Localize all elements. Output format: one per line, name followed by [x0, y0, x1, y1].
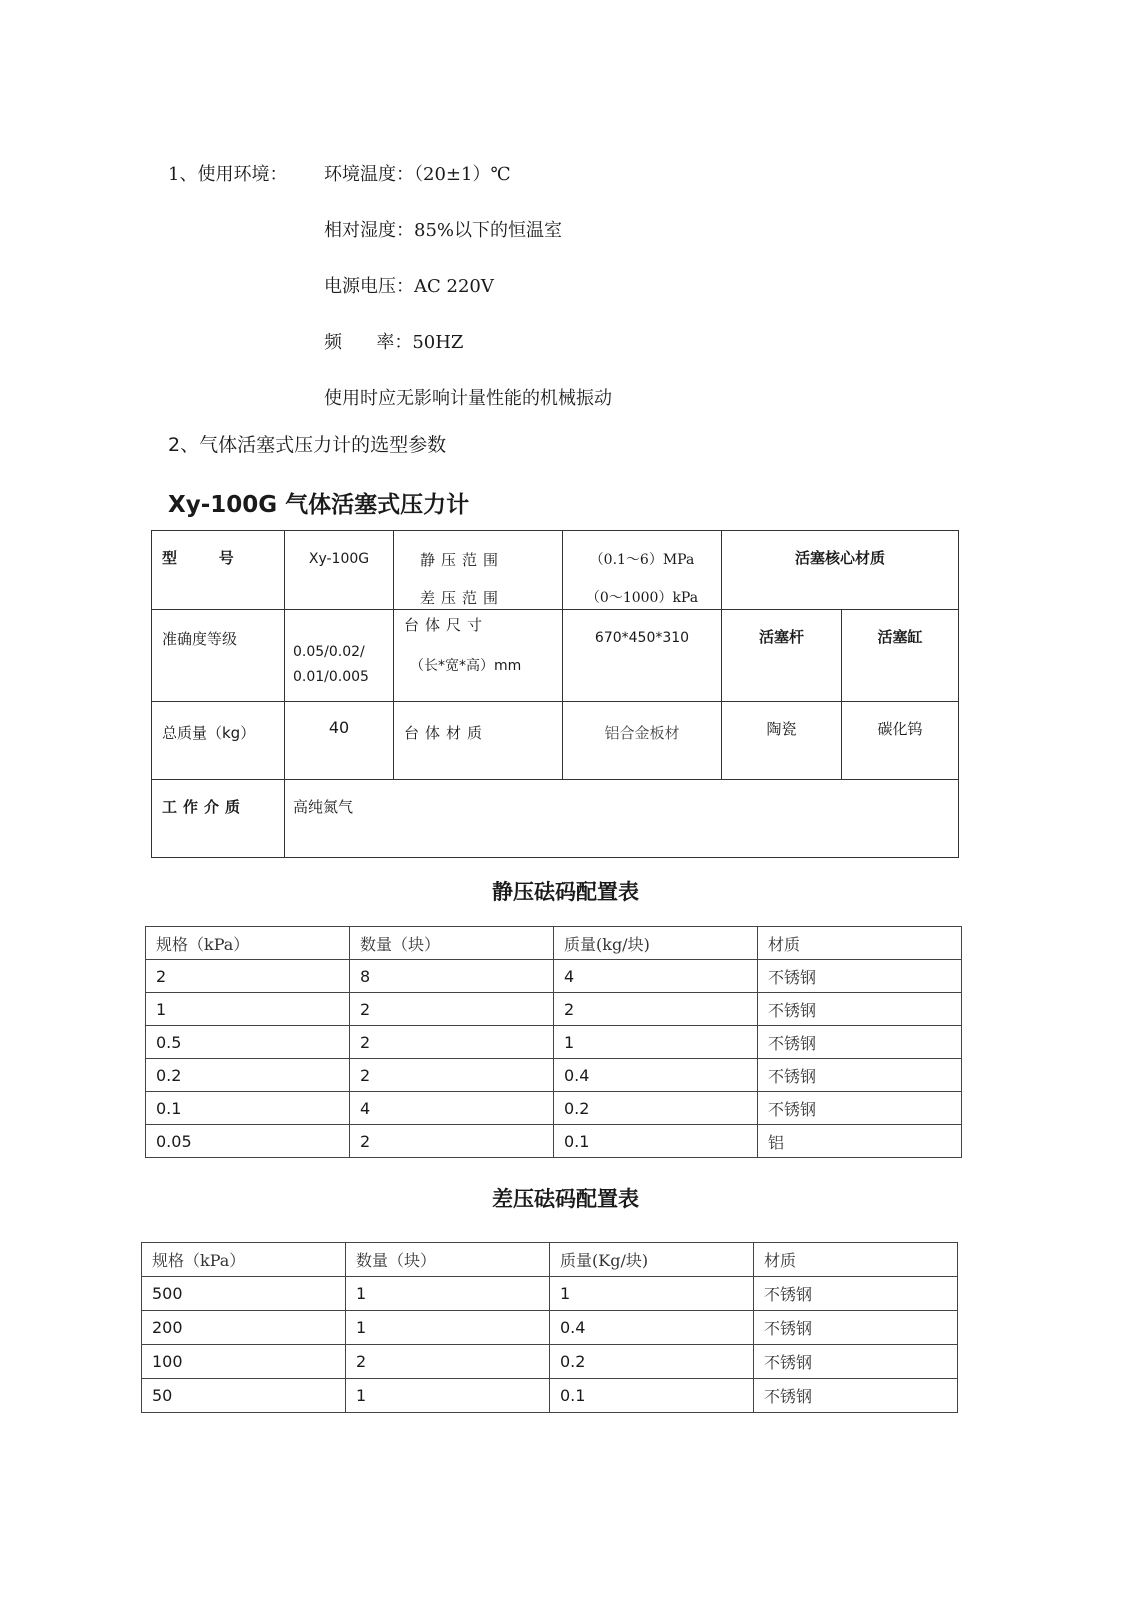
diff-weights-table	[141, 1242, 958, 1413]
piston-rod-label: 活塞杆	[758, 628, 804, 646]
table-row	[142, 1311, 958, 1345]
piston-rod-label-cell	[722, 610, 842, 702]
total-mass-value: 40	[328, 718, 350, 737]
table-cell: 2	[554, 993, 758, 1026]
static-range-label: 静压范围	[420, 551, 505, 569]
accuracy-value-cell	[285, 610, 394, 702]
section-2-heading: 2、气体活塞式压力计的选型参数	[168, 434, 447, 456]
table-cell: 8	[350, 960, 554, 993]
column-header: 数量（块）	[350, 927, 554, 960]
table-cell: 50	[142, 1379, 346, 1413]
table-row	[142, 1345, 958, 1379]
table-cell: 4	[554, 960, 758, 993]
model-label-cell	[152, 531, 285, 610]
static-weights-table	[145, 926, 962, 1158]
table-cell: 1	[146, 993, 350, 1026]
range-value-cell	[563, 531, 722, 610]
piston-rod-material: 陶瓷	[766, 720, 797, 738]
model-value-cell	[285, 531, 394, 610]
table-cell: 0.4	[554, 1059, 758, 1092]
table-cell: 不锈钢	[758, 993, 962, 1026]
table-cell: 2	[350, 993, 554, 1026]
table-cell: 4	[350, 1092, 554, 1125]
table-cell: 2	[350, 1059, 554, 1092]
column-header: 规格（kPa）	[146, 927, 350, 960]
table-cell: 0.1	[550, 1379, 754, 1413]
table-cell: 铝	[758, 1125, 962, 1158]
dimension-value-cell	[563, 610, 722, 702]
env-vibration-note: 使用时应无影响计量性能的机械振动	[324, 388, 612, 409]
table-cell: 0.5	[146, 1026, 350, 1059]
piston-cylinder-material-cell	[842, 702, 959, 780]
table-row	[146, 1092, 962, 1125]
table-cell: 0.2	[146, 1059, 350, 1092]
table-cell: 不锈钢	[758, 1092, 962, 1125]
table-cell: 不锈钢	[754, 1277, 958, 1311]
table-row	[146, 960, 962, 993]
table-cell: 500	[142, 1277, 346, 1311]
table-cell: 0.1	[146, 1092, 350, 1125]
table-cell: 1	[346, 1311, 550, 1345]
table-cell: 不锈钢	[758, 960, 962, 993]
body-material-value: 铝合金板材	[604, 724, 680, 742]
table-cell: 0.2	[554, 1092, 758, 1125]
accuracy-value-line1: 0.05/0.02/	[293, 644, 365, 660]
body-material-label: 台体材质	[404, 724, 489, 742]
env-temperature: 环境温度：（20±1）℃	[324, 164, 511, 185]
body-material-label-cell	[394, 702, 563, 780]
table-cell: 1	[346, 1277, 550, 1311]
table-cell: 2	[350, 1026, 554, 1059]
table-cell: 不锈钢	[754, 1345, 958, 1379]
table-cell: 1	[346, 1379, 550, 1413]
table-cell: 不锈钢	[758, 1059, 962, 1092]
dimension-label-cell	[394, 610, 563, 702]
accuracy-label-cell	[152, 610, 285, 702]
column-header: 质量(kg/块)	[554, 927, 758, 960]
table-cell: 不锈钢	[758, 1026, 962, 1059]
column-header: 规格（kPa）	[142, 1243, 346, 1277]
table-cell: 2	[346, 1345, 550, 1379]
table-cell: 2	[350, 1125, 554, 1158]
column-header: 材质	[758, 927, 962, 960]
table-cell: 200	[142, 1311, 346, 1345]
table-cell: 0.1	[554, 1125, 758, 1158]
piston-cylinder-label-cell	[842, 610, 959, 702]
body-material-value-cell	[563, 702, 722, 780]
table-row	[146, 1026, 962, 1059]
table-row	[146, 993, 962, 1026]
medium-value-cell	[285, 780, 959, 858]
dimension-label: 台体尺寸	[404, 616, 489, 634]
environment-label: 1、使用环境：	[168, 164, 288, 185]
piston-core-material-cell	[722, 531, 959, 610]
medium-value: 高纯氮气	[293, 798, 354, 816]
model-label: 型 号	[162, 549, 234, 567]
column-header: 质量(Kg/块)	[550, 1243, 754, 1277]
table-cell: 2	[146, 960, 350, 993]
table-cell: 不锈钢	[754, 1379, 958, 1413]
table-header-row	[142, 1243, 958, 1277]
spec-table	[151, 530, 959, 858]
medium-label-cell	[152, 780, 285, 858]
env-voltage: 电源电压：AC 220V	[324, 276, 494, 297]
accuracy-value-line2: 0.01/0.005	[293, 669, 369, 685]
table-cell: 0.05	[146, 1125, 350, 1158]
diff-range-value: （0～1000）kPa	[585, 590, 699, 606]
static-weights-title: 静压砝码配置表	[492, 880, 639, 904]
table-row	[142, 1379, 958, 1413]
model-value: Xy-100G	[308, 551, 370, 567]
env-humidity: 相对湿度：85%以下的恒温室	[324, 220, 563, 241]
piston-core-material-label: 活塞核心材质	[794, 549, 885, 567]
table-cell: 0.4	[550, 1311, 754, 1345]
table-header-row	[146, 927, 962, 960]
table-cell: 100	[142, 1345, 346, 1379]
diff-weights-title: 差压砝码配置表	[492, 1187, 639, 1211]
product-title: Xy-100G 气体活塞式压力计	[168, 492, 470, 518]
piston-cylinder-material: 碳化钨	[877, 720, 923, 738]
range-label-cell	[394, 531, 563, 610]
medium-label: 工作介质	[162, 798, 247, 816]
env-frequency: 频 率：50HZ	[324, 332, 464, 353]
table-cell: 1	[550, 1277, 754, 1311]
total-mass-value-cell	[285, 702, 394, 780]
total-mass-label: 总质量（kg）	[162, 724, 256, 742]
dimension-value: 670*450*310	[594, 630, 690, 646]
table-row	[146, 1125, 962, 1158]
column-header: 材质	[754, 1243, 958, 1277]
table-cell: 1	[554, 1026, 758, 1059]
piston-rod-material-cell	[722, 702, 842, 780]
accuracy-label: 准确度等级	[162, 630, 238, 648]
table-cell: 不锈钢	[754, 1311, 958, 1345]
dimension-unit: （长*宽*高）mm	[410, 658, 522, 674]
static-range-value: （0.1～6）MPa	[589, 552, 695, 568]
piston-cylinder-label: 活塞缸	[877, 628, 923, 646]
diff-range-label: 差压范围	[420, 589, 505, 607]
column-header: 数量（块）	[346, 1243, 550, 1277]
total-mass-label-cell	[152, 702, 285, 780]
table-row	[146, 1059, 962, 1092]
table-row	[142, 1277, 958, 1311]
table-cell: 0.2	[550, 1345, 754, 1379]
